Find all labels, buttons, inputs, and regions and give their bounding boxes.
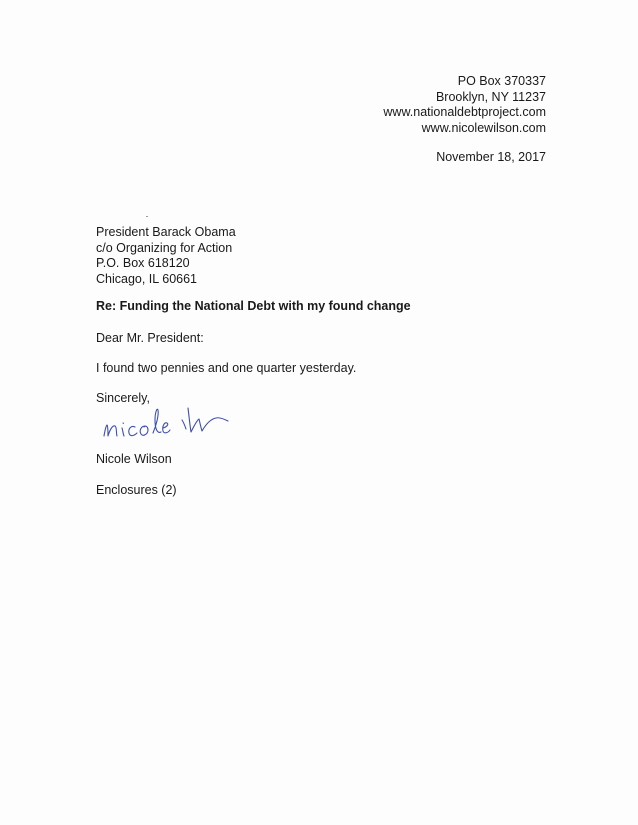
recipient-name: President Barack Obama — [96, 225, 236, 239]
sender-website-1: www.nationaldebtproject.com — [383, 105, 546, 119]
enclosures-note: Enclosures (2) — [96, 483, 177, 497]
sender-website-2: www.nicolewilson.com — [421, 120, 546, 135]
recipient-address — [96, 225, 236, 287]
scan-speck — [146, 216, 148, 217]
recipient-po-box: P.O. Box 618120 — [96, 256, 190, 270]
closing: Sincerely, — [96, 391, 150, 405]
recipient-org: c/o Organizing for Action — [96, 240, 233, 255]
letter-date: November 18, 2017 — [436, 150, 546, 164]
letter-body: I found two pennies and one quarter yesterday. — [96, 361, 357, 375]
subject-line: Re: Funding the National Debt with my found change — [96, 299, 411, 313]
sender-po-box: PO Box 370337 — [457, 74, 546, 88]
sender-address — [383, 74, 546, 136]
recipient-city: Chicago, IL 60661 — [96, 271, 198, 286]
sender-city: Brooklyn, NY 11237 — [435, 89, 546, 104]
salutation: Dear Mr. President: — [96, 331, 204, 345]
signer-name: Nicole Wilson — [96, 452, 172, 466]
handwritten-signature — [98, 398, 268, 446]
